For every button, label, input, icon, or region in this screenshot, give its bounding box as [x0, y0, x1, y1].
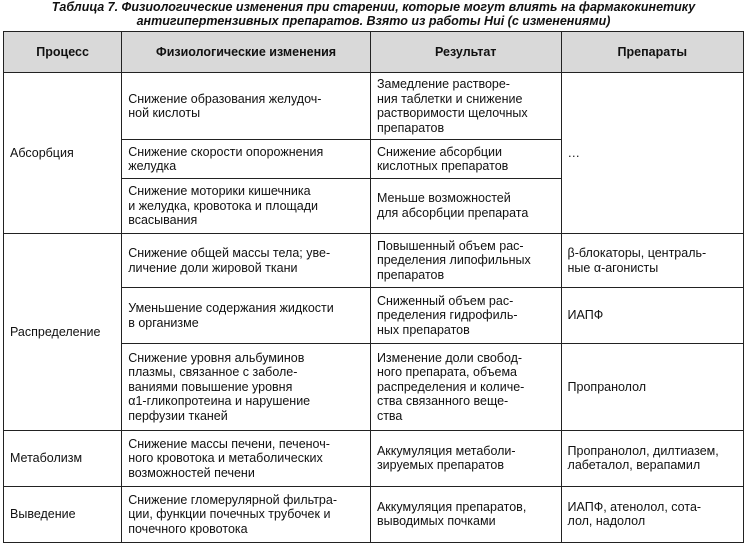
change-cell: Снижение массы печени, печеноч- ного кровотока и метаболических возможностей печени	[122, 431, 371, 486]
drugs-cell: ИАПФ	[561, 288, 743, 343]
table-row	[4, 431, 744, 486]
change-cell: Уменьшение содержания жидкости в организме	[122, 288, 371, 343]
result-cell: Снижение абсорбции кислотных препаратов	[370, 140, 561, 178]
header-physiological-changes: Физиологические изменения	[122, 32, 371, 73]
result-cell: Аккумуляция метаболи- зируемых препаратов	[370, 431, 561, 486]
change-cell: Снижение моторики кишечника и желудка, кровотока и площади всасывания	[122, 178, 371, 233]
table-row	[4, 234, 744, 288]
pharmacokinetics-table	[3, 31, 744, 543]
change-cell: Снижение образования желудоч- ной кислоты	[122, 73, 371, 140]
drugs-cell: ИАПФ, атенолол, сота- лол, надолол	[561, 486, 743, 542]
result-cell: Меньше возможностей для абсорбции препарата	[370, 178, 561, 233]
process-excretion: Выведение	[4, 486, 122, 542]
drugs-absorption: …	[561, 73, 743, 234]
process-distribution: Распределение	[4, 234, 122, 431]
change-cell: Снижение гломерулярной фильтра- ции, функции почечных трубочек и почечного кровотока	[122, 486, 371, 542]
result-cell: Замедление растворе- ния таблетки и снижение растворимости щелочных препаратов	[370, 73, 561, 140]
table-row	[4, 73, 744, 140]
result-cell: Сниженный объем рас- пределения гидрофиль- ных препаратов	[370, 288, 561, 343]
result-cell: Изменение доли свобод- ного препарата, объема распределения и количе- ства связанного веще- ства	[370, 343, 561, 431]
drugs-cell: β-блокаторы, централь- ные α-агонисты	[561, 234, 743, 288]
header-process: Процесс	[4, 32, 122, 73]
header-result: Результат	[370, 32, 561, 73]
table-row	[4, 486, 744, 542]
result-cell: Повышенный объем рас- пределения липофильных препаратов	[370, 234, 561, 288]
caption-line-1: Таблица 7. Физиологические изменения при старении, которые могут влиять на фармакокинетику	[51, 0, 696, 14]
caption-line-2: антигипертензивных препаратов. Взято из работы Hui (с изменениями)	[136, 14, 611, 28]
drugs-cell: Пропранолол, дилтиазем, лабеталол, верапамил	[561, 431, 743, 486]
drugs-cell: Пропранолол	[561, 343, 743, 431]
change-cell: Снижение уровня альбуминов плазмы, связанное с заболе- ваниями повышение уровня α1-гликопротеина и нарушение перфузии тканей	[122, 343, 371, 431]
process-absorption: Абсорбция	[4, 73, 122, 234]
result-cell: Аккумуляция препаратов, выводимых почками	[370, 486, 561, 542]
change-cell: Снижение скорости опорожнения желудка	[122, 140, 371, 178]
table-header-row	[4, 32, 744, 73]
header-drugs: Препараты	[561, 32, 743, 73]
change-cell: Снижение общей массы тела; уве- личение доли жировой ткани	[122, 234, 371, 288]
table-caption	[0, 0, 747, 28]
process-metabolism: Метаболизм	[4, 431, 122, 486]
